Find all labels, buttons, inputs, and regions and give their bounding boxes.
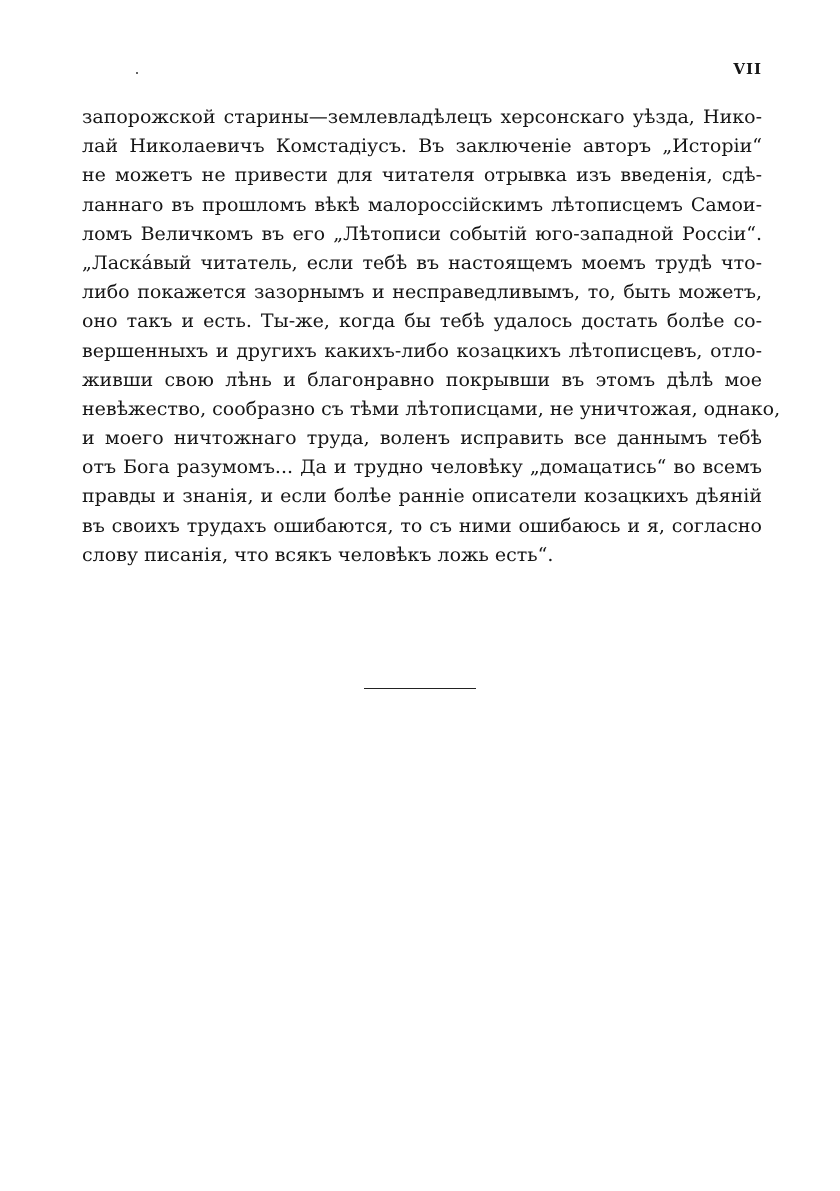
- text-line: ломъ Величкомъ въ его „Лѣтописи событій юго-западной Россіи“.: [82, 222, 762, 245]
- text-line: и моего ничтожнаго труда, воленъ исправить все даннымъ тебѣ: [82, 427, 762, 450]
- text-line: въ своихъ трудахъ ошибаются, то съ ними ошибаюсь и я, согласно: [82, 514, 762, 537]
- text-line: ланнаго въ прошломъ вѣкѣ малороссійскимъ лѣтописцемъ Самои-: [82, 193, 762, 216]
- text-line: слову писанія, что всякъ человѣкъ ложь есть“.: [82, 543, 554, 566]
- text-line: запорожской старины—землевладѣлецъ херсонскаго уѣзда, Нико-: [82, 106, 762, 128]
- text-line: правды и знанія, и если болѣе ранніе описатели козацкихъ дѣяній: [82, 485, 762, 508]
- text-line: либо покажется зазорнымъ и несправедливымъ, то, быть можетъ,: [82, 281, 762, 304]
- text-line: отъ Бога разумомъ... Да и трудно человѣку „домацатись“ во всемъ: [82, 456, 762, 479]
- text-line: невѣжество, сообразно съ тѣми лѣтописцами, не уничтожая, однако,: [82, 397, 781, 420]
- text-line: „Ласка́вый читатель, если тебѣ въ настоящемъ моемъ трудѣ что-: [82, 251, 762, 274]
- page-number: VII: [733, 60, 762, 78]
- stray-ink-mark: [136, 72, 138, 74]
- text-line: вершенныхъ и другихъ какихъ-либо козацкихъ лѣтописцевъ, отло-: [82, 339, 762, 362]
- text-line: не можетъ не привести для читателя отрывка изъ введенія, сдѣ-: [82, 164, 762, 187]
- text-line: живши свою лѣнь и благонравно покрывши въ этомъ дѣлѣ мое: [82, 368, 762, 391]
- body-text: [82, 103, 781, 570]
- section-divider: [364, 688, 476, 689]
- text-line: оно такъ и есть. Ты-же, когда бы тебѣ удалось достать болѣе со-: [82, 310, 762, 333]
- text-line: лай Николаевичъ Комстадіусъ. Въ заключеніе авторъ „Исторіи“: [82, 135, 762, 158]
